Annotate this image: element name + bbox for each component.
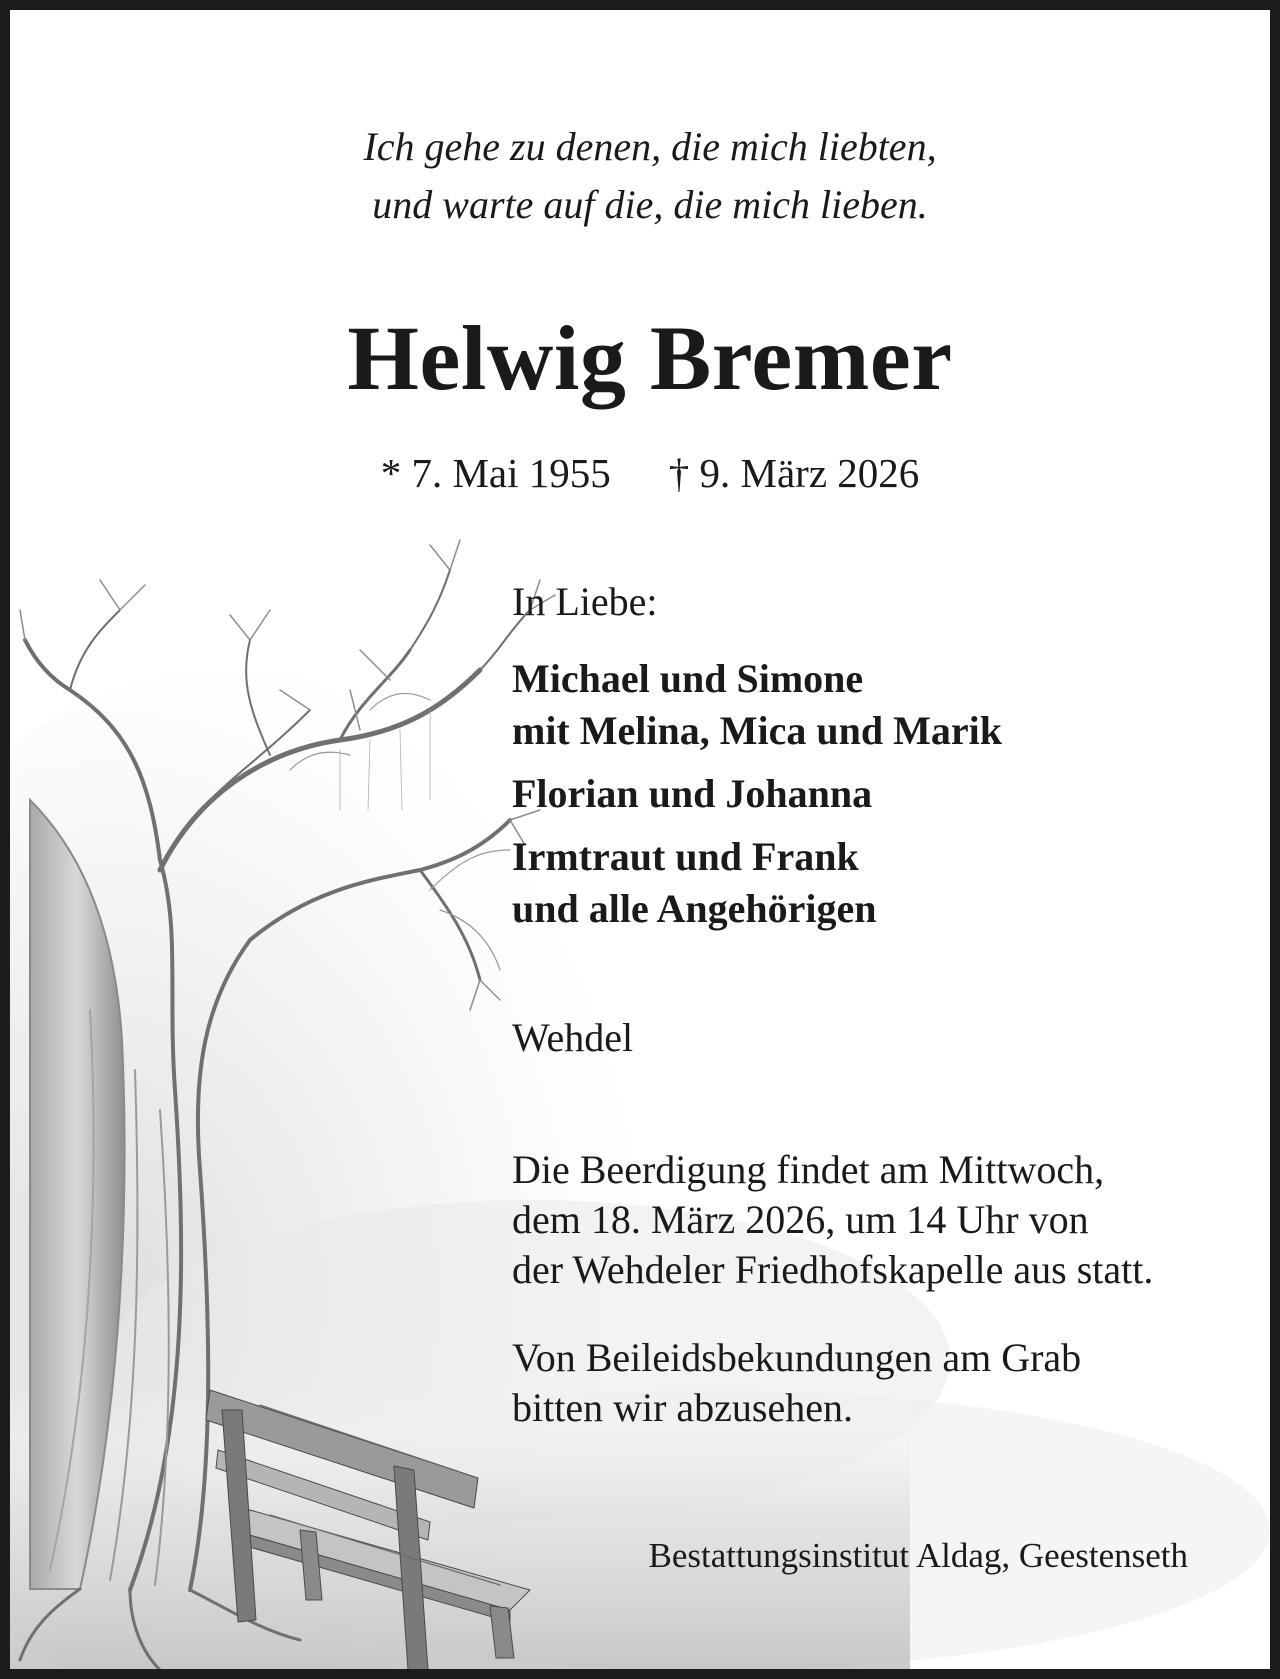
funeral-paragraph (512, 1145, 1208, 1295)
mourner-group (512, 653, 1208, 757)
funeral-line: der Wehdeler Friedhofskapelle aus statt. (512, 1247, 1154, 1292)
mourner-line: Michael und Simone (512, 656, 864, 701)
mourner-line: mit Melina, Mica und Marik (512, 708, 1002, 753)
undertaker-credit: Bestattungsinstitut Aldag, Geestenseth (648, 1536, 1188, 1575)
funeral-line: dem 18. März 2026, um 14 Uhr von (512, 1197, 1089, 1242)
mourner-line: Irmtraut und Frank (512, 834, 859, 879)
birth-date: * 7. Mai 1955 (380, 450, 611, 496)
deceased-name: Helwig Bremer (347, 307, 953, 409)
motto-verse (10, 118, 1280, 234)
death-date: † 9. März 2026 (668, 450, 920, 496)
motto-line-1: Ich gehe zu denen, die mich liebten, (363, 124, 937, 169)
mourner-group (512, 768, 1208, 820)
funeral-notice (512, 1145, 1208, 1471)
motto-line-2: und warte auf die, die mich lieben. (372, 182, 928, 227)
condolences-paragraph (512, 1333, 1208, 1433)
life-dates (10, 448, 1280, 498)
funeral-line: Die Beerdigung findet am Mittwoch, (512, 1147, 1105, 1192)
place-name: Wehdel (512, 1015, 634, 1060)
condolences-line: Von Beileidsbekundungen am Grab (512, 1335, 1082, 1380)
mourners-list (512, 653, 1208, 946)
mourners-intro: In Liebe: (512, 579, 658, 624)
mourner-line: Florian und Johanna (512, 771, 873, 816)
condolences-line: bitten wir abzusehen. (512, 1385, 853, 1430)
mourner-line: und alle Angehörigen (512, 886, 877, 931)
mourner-group (512, 831, 1208, 935)
